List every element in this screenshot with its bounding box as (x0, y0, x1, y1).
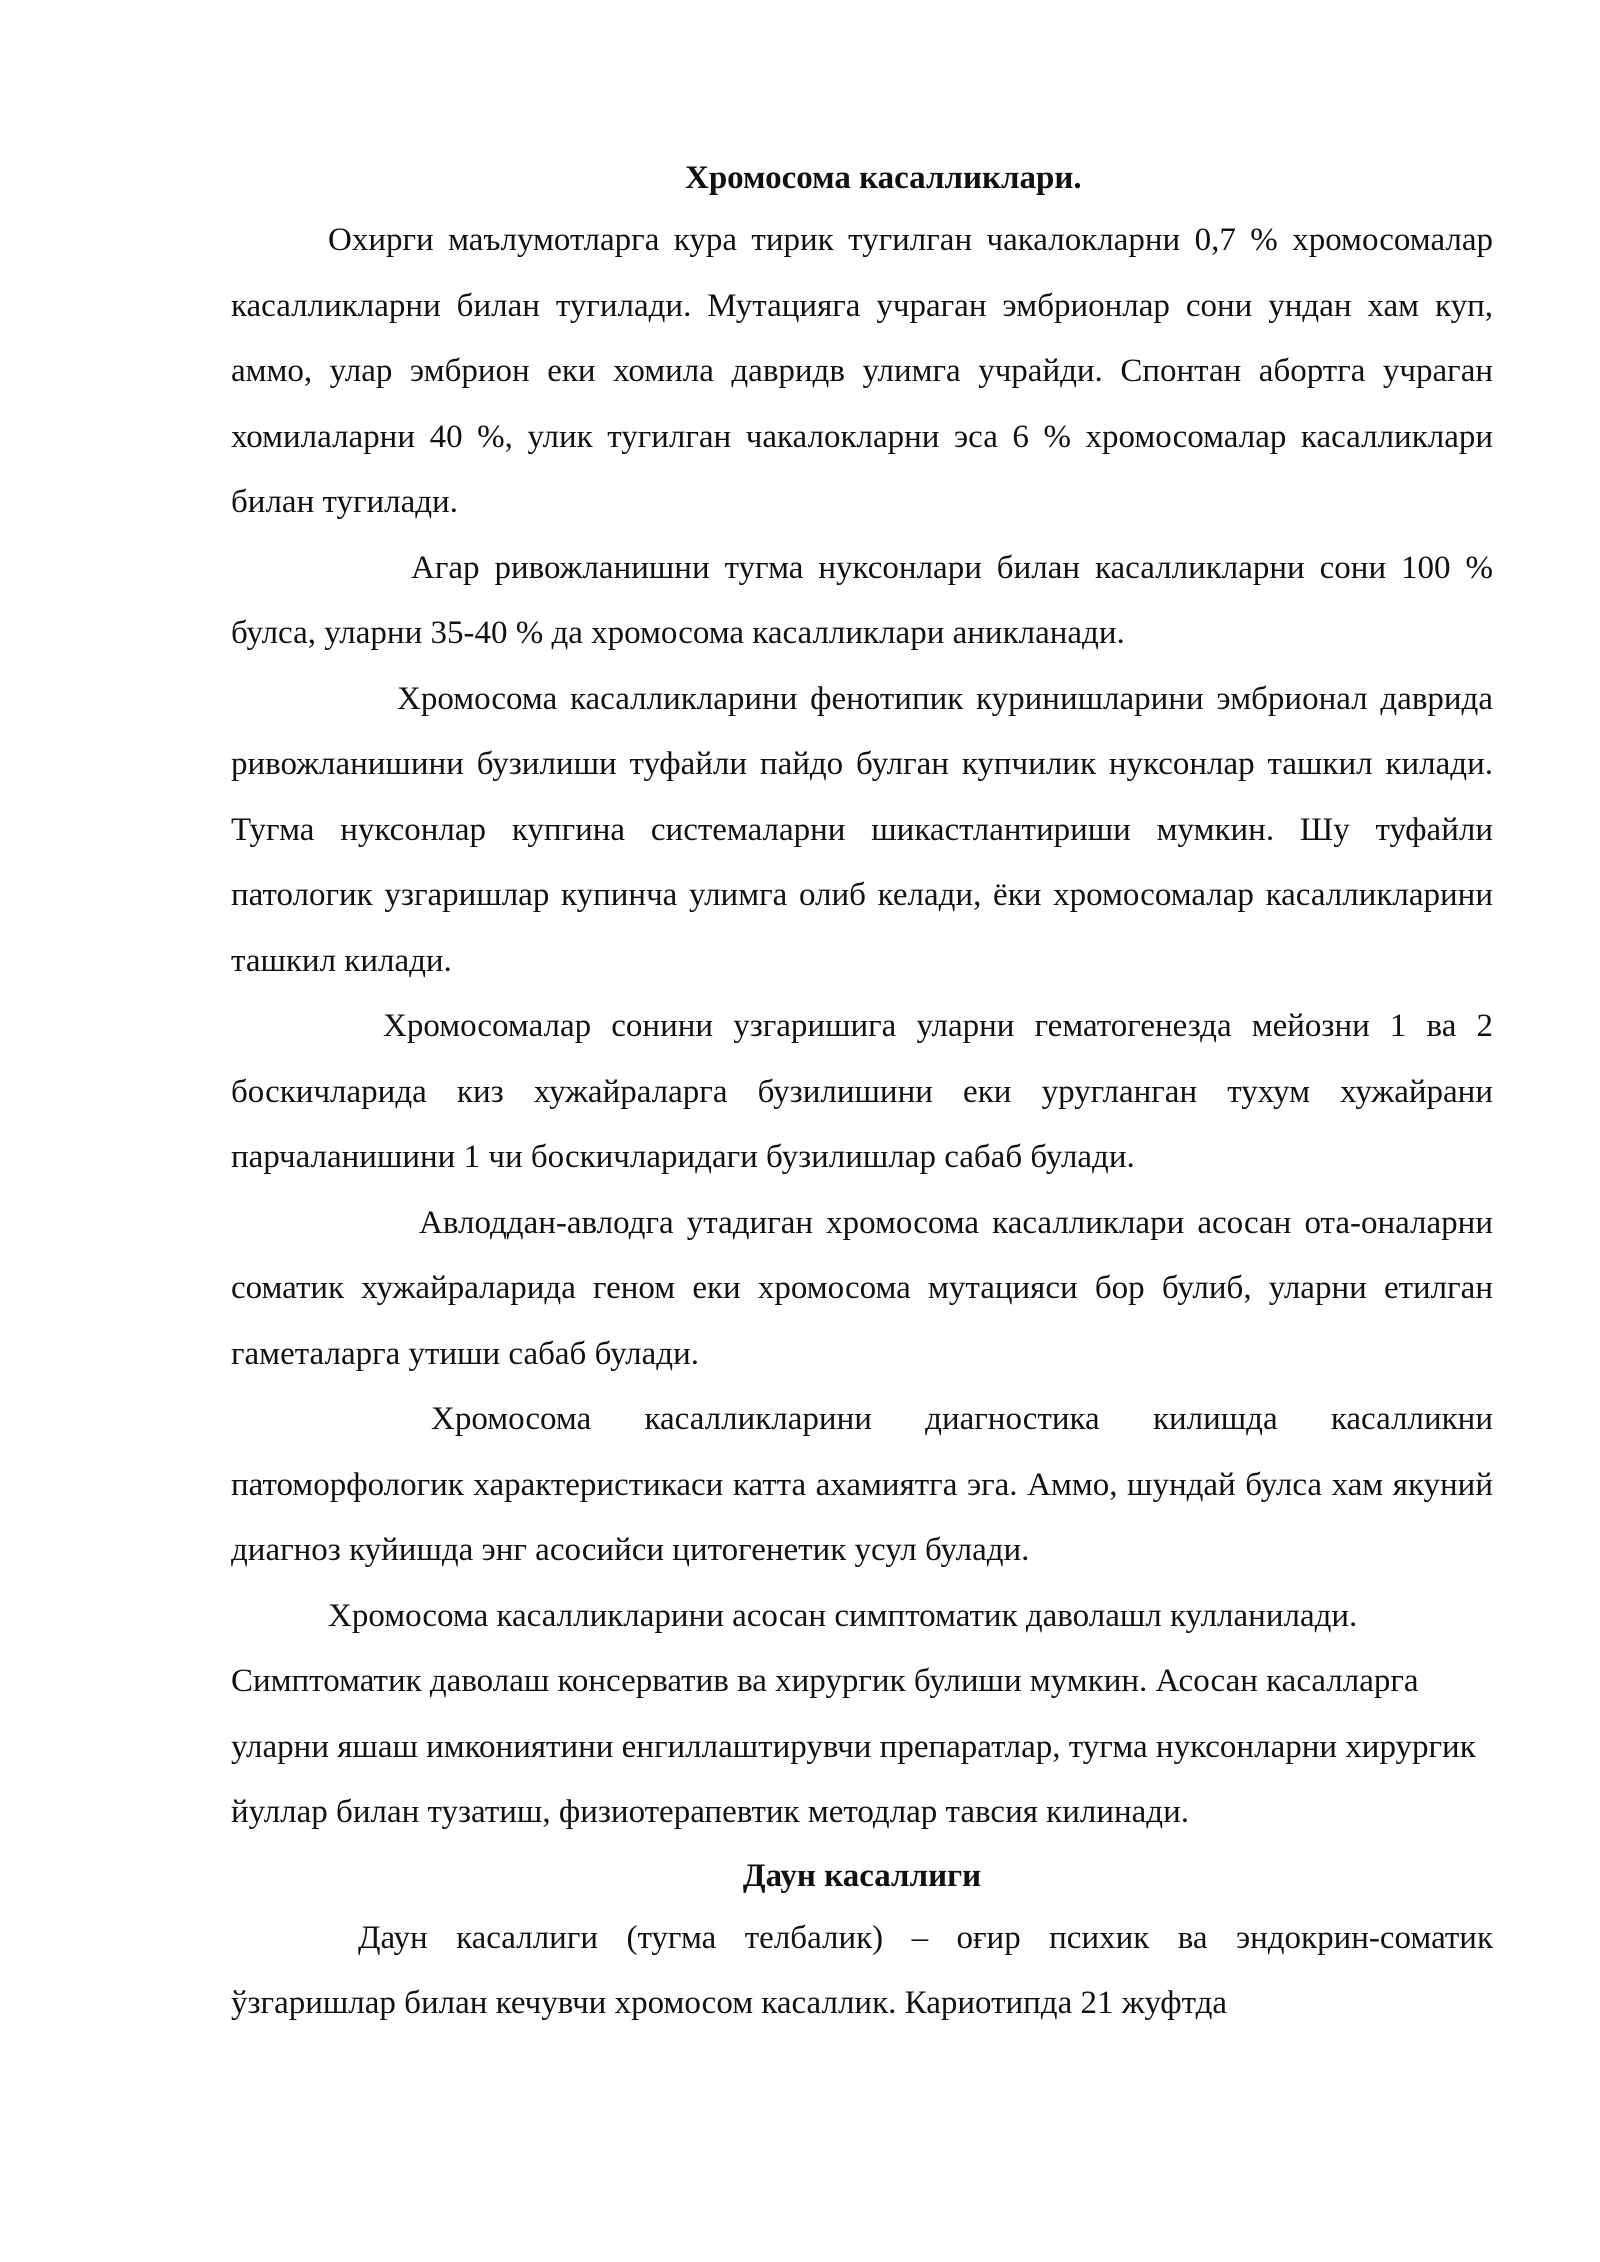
document-title: Хромосома касалликлари. (685, 160, 1082, 196)
paragraph-6: Хромосома касалликларини диагностика килишда касалликни патоморфологик характеристикаси катта ахамиятга эга. Аммо, шундай булса хам якуний диагноз куйишда энг асосийси цитогенетик усул булади. (231, 1401, 1493, 1568)
document-page (231, 148, 1493, 2037)
paragraph-1: Охирги маълумотларга кура тирик тугилган чакалокларни 0,7 % хромосомалар касалликларни билан тугилади. Мутацияга учраган эмбрионлар сони ундан хам куп, аммо, улар эмбрион еки хомила давридв улимга учрайди. Спонтан абортга учраган хомилаларни 40 %, улик тугилган чакалокларни эса 6 % хромосомалар касалликлари билан тугилади. (231, 222, 1493, 520)
paragraph-2: Агар ривожланишни тугма нуксонлари билан касалликларни сони 100 % булса, уларни 35-40 % да хромосома касалликлари аникланади. (231, 549, 1493, 651)
paragraph-7: Хромосома касалликларини асосан симптоматик даволашл кулланилади. Симптоматик даволаш консерватив ва хирургик булиши мумкин. Асосан касалларга уларни яшаш имкониятини енгиллаштирувчи препаратлар, тугма нуксонларни хирургик йуллар билан тузатиш, физиотерапевтик методлар тавсия килинади. (231, 1597, 1476, 1830)
paragraph-3: Хромосома касалликларини фенотипик куринишларини эмбрионал даврида ривожланишини бузилиши туфайли пайдо булган купчилик нуксонлар ташкил килади. Тугма нуксонлар купгина системаларни шикастлантириши мумкин. Шу туфайли патологик узгаришлар купинча улимга олиб келади, ёки хромосомалар касалликларини ташкил килади. (231, 680, 1493, 979)
paragraph-5: Авлоддан-авлодга утадиган хромосома касалликлари асосан ота-оналарни соматик хужайраларида геном еки хромосома мутацияси бор булиб, уларни етилган гаметаларга утиши сабаб булади. (231, 1204, 1493, 1372)
section-subtitle: Даун касаллиги (742, 1857, 982, 1894)
paragraph-4: Хромосомалар сонини узгаришига уларни гематогенезда мейозни 1 ва 2 боскичларида киз хужайраларга бузилишини еки уругланган тухум хужайрани парчаланишини 1 чи боскичларидаги бузилишлар сабаб булади. (231, 1008, 1493, 1175)
paragraph-8: Даун касаллиги (тугма телбалик) – оғир психик ва эндокрин-соматик ўзгаришлар билан кечувчи хромосом касаллик. Кариотипда 21 жуфтда (231, 1919, 1493, 2021)
